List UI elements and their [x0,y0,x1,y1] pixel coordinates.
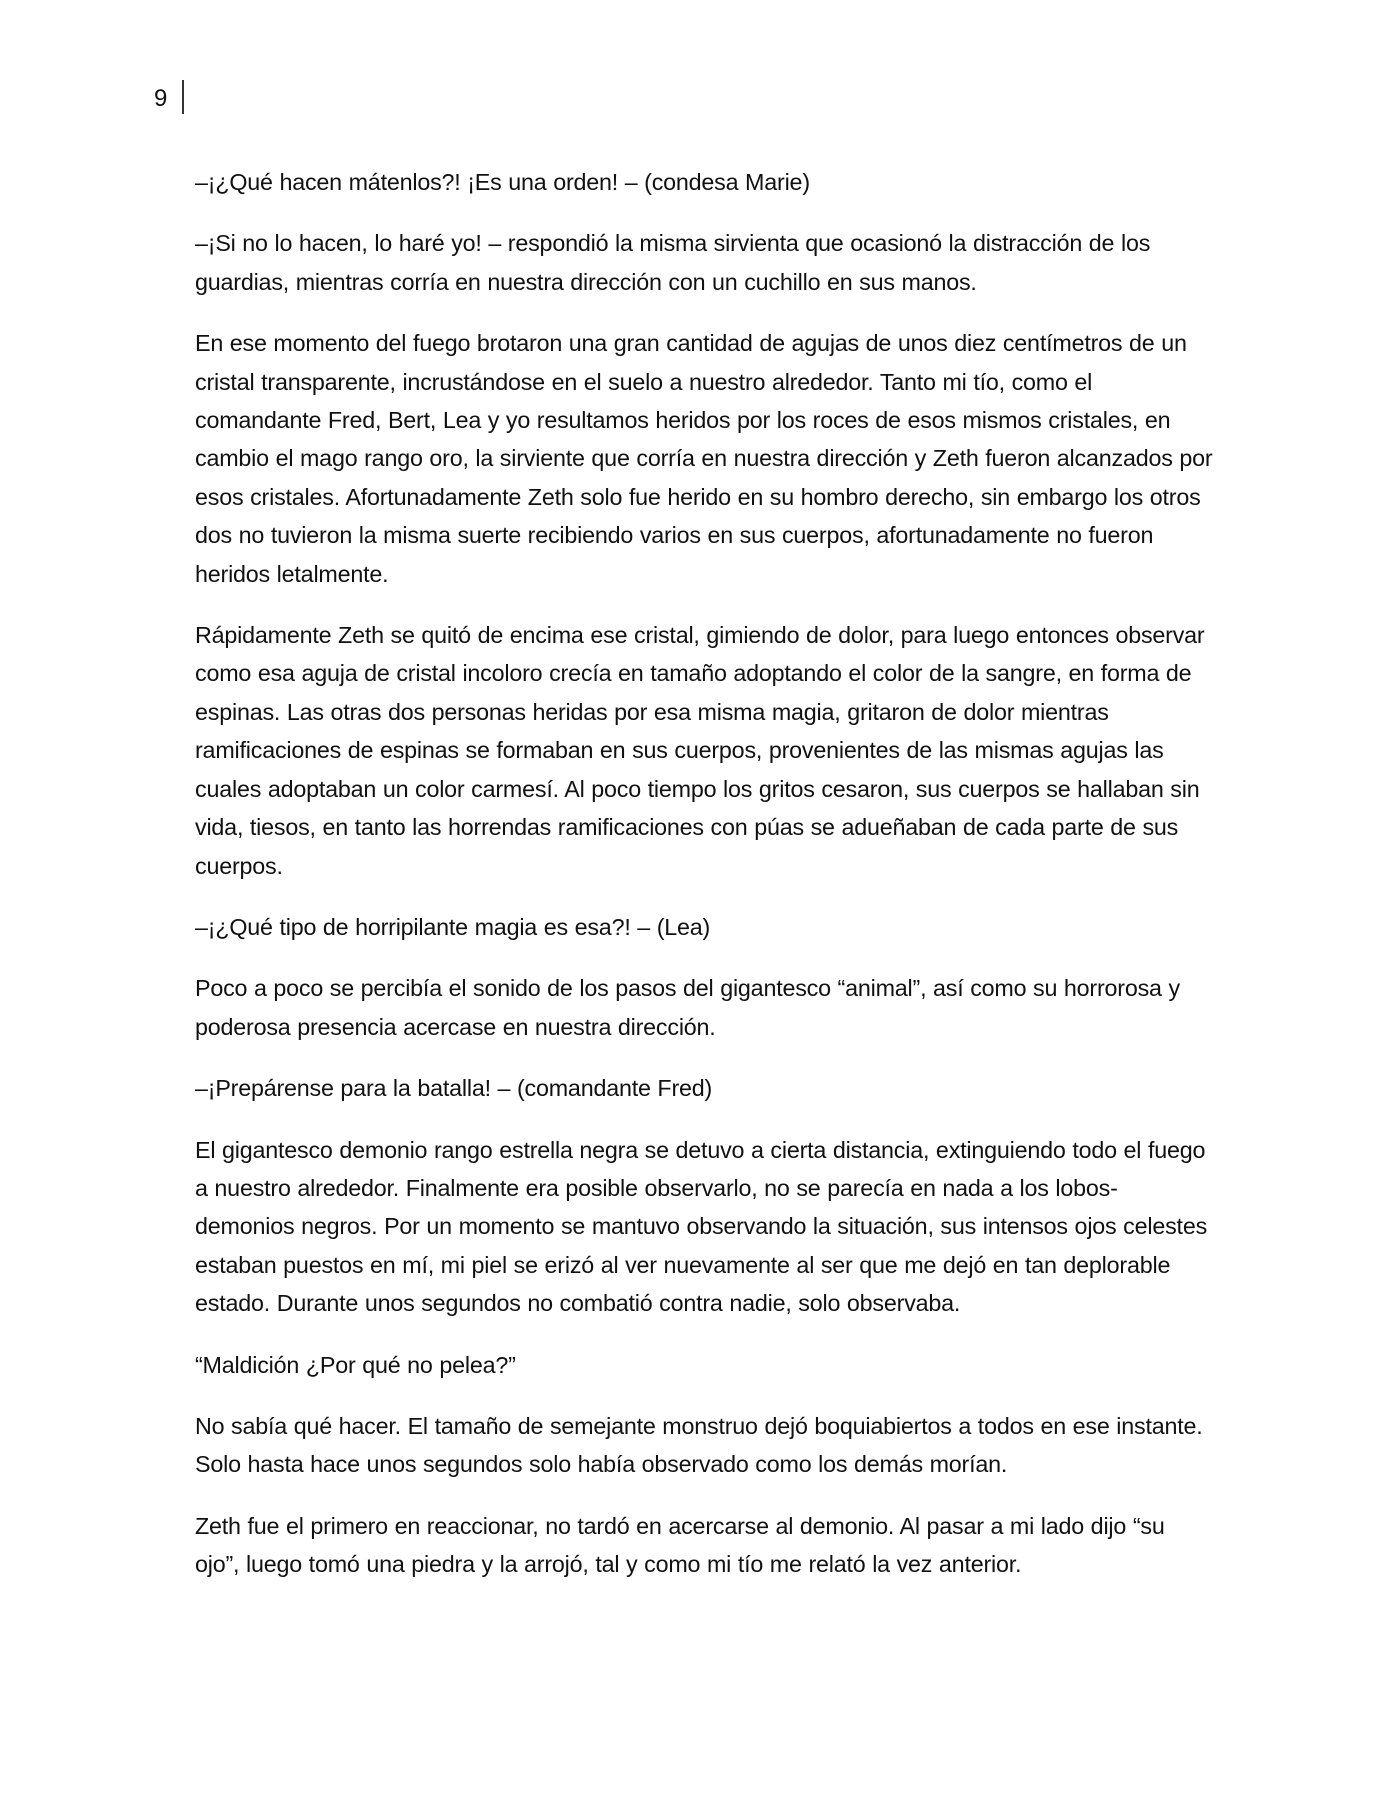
body-paragraph: Zeth fue el primero en reaccionar, no tardó en acercarse al demonio. Al pasar a mi lado dijo “su ojo”, luego tomó una piedra y la arrojó, tal y como mi tío me relató la vez anterior. [195,1512,1165,1578]
dialogue-paragraph: –¡Si no lo hacen, lo haré yo! – respondió la misma sirvienta que ocasionó la distracción de los guardias, mientras corría en nuestra dirección con un cuchillo en sus manos. [195,230,1151,295]
body-paragraph: En ese momento del fuego brotaron una gran cantidad de agujas de unos diez centímetros de un cristal transparente, incrustándose en el suelo a nuestro alrededor. Tanto mi tío, como el comandante Fred, Bert, Lea y yo resultamos heridos por los roces de esos mismos cristales, en cambio el mago rango oro, la sirviente que corría en nuestra dirección y Zeth fueron alcanzados por esos cristales. Afortunadamente Zeth solo fue herido en su hombro derecho, sin embargo los otros dos no tuvieron la misma suerte recibiendo varios en sus cuerpos, afortunadamente no fueron heridos letalmente. [195,330,1213,587]
body-paragraph: No sabía qué hacer. El tamaño de semejante monstruo dejó boquiabiertos a todos en ese instante. Solo hasta hace unos segundos solo había observado como los demás morían. [195,1412,1203,1478]
dialogue-paragraph: –¡Prepárense para la batalla! – (comandante Fred) [195,1075,713,1102]
thought-paragraph: “Maldición ¿Por qué no pelea?” [195,1351,516,1378]
body-paragraph: Rápidamente Zeth se quitó de encima ese cristal, gimiendo de dolor, para luego entonces observar como esa aguja de cristal incoloro crecía en tamaño adoptando el color de la sangre, en forma de espinas. Las otras dos personas heridas por esa misma magia, gritaron de dolor mientras ramificaciones de espinas se formaban en sus cuerpos, provenientes de las mismas agujas las cuales adoptaban un color carmesí. Al poco tiempo los gritos cesaron, sus cuerpos se hallaban sin vida, tiesos, en tanto las horrendas ramificaciones con púas se adueñaban de cada parte de sus cuerpos. [195,622,1205,879]
header-divider [182,80,184,114]
page-body [195,163,1215,1607]
body-paragraph: El gigantesco demonio rango estrella negra se detuvo a cierta distancia, extinguiendo todo el fuego a nuestro alrededor. Finalmente era posible observarlo, no se parecía en nada a los lobos-demonios negros. Por un momento se mantuvo observando la situación, sus intensos ojos celestes estaban puestos en mí, mi piel se erizó al ver nuevamente al ser que me dejó en tan deplorable estado. Durante unos segundos no combatió contra nadie, solo observaba. [195,1136,1208,1317]
body-paragraph: Poco a poco se percibía el sonido de los pasos del gigantesco “animal”, así como su horrorosa y poderosa presencia acercase en nuestra dirección. [195,975,1180,1040]
page-number: 9 [154,85,168,112]
dialogue-paragraph: –¡¿Qué hacen mátenlos?! ¡Es una orden! – (condesa Marie) [195,169,810,195]
dialogue-paragraph: –¡¿Qué tipo de horripilante magia es esa?! – (Lea) [195,913,711,940]
